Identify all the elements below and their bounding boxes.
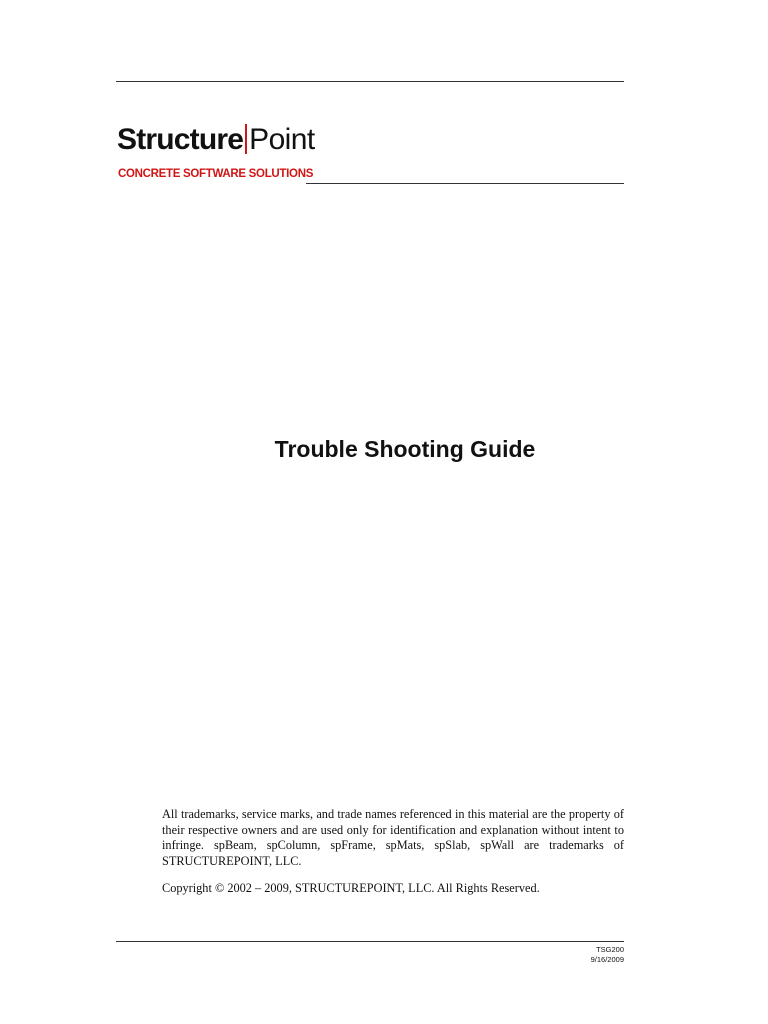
structurepoint-logo [117, 124, 315, 155]
top-divider [116, 81, 624, 82]
bottom-divider [116, 941, 624, 942]
logo-red-bar [245, 124, 247, 154]
footer-date: 9/16/2009 [590, 955, 624, 964]
trademark-notice: All trademarks, service marks, and trade names referenced in this material are the property of their respective owners and are used only for identification and explanation without intent to infringe. spBeam, spColumn, spFrame, spMats, spSlab, spWall are trademarks of STRUCTUREPOINT, LLC. [162, 807, 624, 868]
document-title: Trouble Shooting Guide [274, 436, 536, 462]
footer-doc-code: TSG200 [596, 945, 624, 954]
logo-word-structure: Structure [117, 123, 244, 156]
logo-word-point: Point [249, 123, 315, 156]
logo-divider [306, 183, 624, 184]
copyright-notice: Copyright © 2002 – 2009, STRUCTUREPOINT, LLC. All Rights Reserved. [162, 881, 540, 895]
logo-tagline: CONCRETE SOFTWARE SOLUTIONS [118, 168, 314, 180]
